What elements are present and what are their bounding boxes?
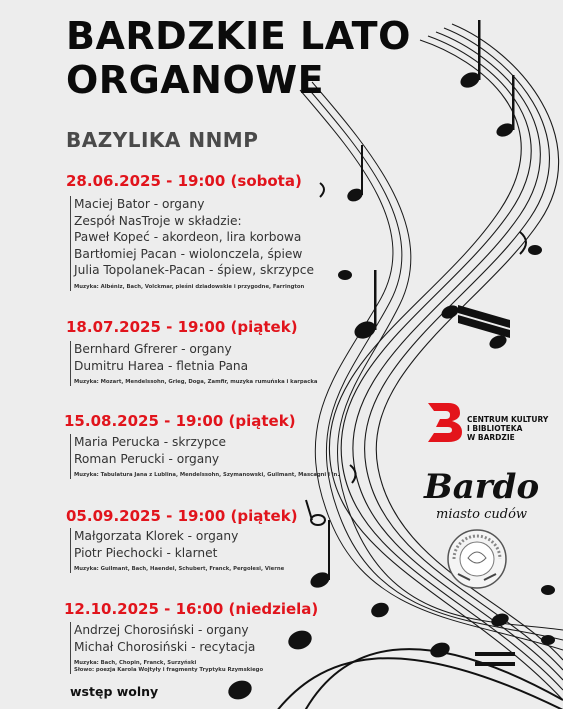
music-program-words: Słowo: poezja Karola Wojtyły i fragmenty Tryptyku Rzymskiego [74,667,264,673]
performer-line: Bartłomiej Pacan - wiolonczela, śpiew [74,246,303,261]
concert-date: 05.09.2025 - 19:00 (piątek) [66,507,298,525]
title-line-2: ORGANOWE [66,58,325,102]
bardo-miasto-cudow-logo [420,462,545,522]
performer-line: Andrzej Chorosiński - organy [74,623,249,637]
performer-line: Małgorzata Klorek - organy [74,529,239,543]
concert-details [70,622,263,674]
concert-date: 12.10.2025 - 16:00 (niedziela) [64,600,319,618]
performer-line: Julia Topolanek-Pacan - śpiew, skrzypce [74,263,314,277]
performer-line: Piotr Piechocki - klarnet [74,545,218,560]
performer-line: Bernhard Gfrerer - organy [74,342,232,356]
concert-date: 28.06.2025 - 19:00 (sobota) [66,172,302,190]
centrum-line-3: W BARDZIE [467,433,515,442]
performer-line: Roman Perucki - organy [74,451,220,466]
title-line-1: BARDZKIE LATO [66,14,411,58]
concert-details [70,434,339,479]
concert-date: 18.07.2025 - 19:00 (piątek) [66,318,298,336]
performer-line: Maria Perucka - skrzypce [74,435,226,449]
free-entry-note: wstęp wolny [70,684,159,699]
concert-details [70,341,317,386]
bractwo-seal-logo [446,528,508,590]
performer-line: Maciej Bator - organy [74,197,205,211]
concert-details [70,196,314,291]
svg-text:Bardo: Bardo [424,467,540,507]
music-program: Muzyka: Guilmant, Bach, Haendel, Schubert, Franck, Pergolesi, Vierne [74,566,285,572]
centrum-kultury-logo-icon [424,399,464,445]
performer-line: Zespół NasTroje w składzie: [74,213,242,228]
performer-line: Dumitru Harea - fletnia Pana [74,358,249,373]
music-program: Muzyka: Mozart, Mendelssohn, Grieg, Doga, Zamfir, muzyka rumuńska i karpacka [74,379,318,385]
centrum-kultury-name [467,415,548,442]
performer-line: Paweł Kopeć - akordeon, lira korbowa [74,230,302,244]
performer-line: Michał Chorosiński - recytacja [74,639,256,654]
svg-text:miasto cudów: miasto cudów [436,507,528,522]
concert-date: 15.08.2025 - 19:00 (piątek) [64,412,296,430]
venue-heading: BAZYLIKA NNMP [66,128,259,152]
poster-title [66,14,411,102]
concert-details [70,528,284,573]
centrum-line-1: CENTRUM KULTURY [467,415,549,424]
centrum-line-2: I BIBLIOTEKA [467,424,523,433]
music-program: Muzyka: Tabulatura Jana z Lublina, Mendelssohn, Szymanowski, Guilmant, Mascagni i in. [74,472,340,478]
music-program: Muzyka: Albéniz, Bach, Volckmar, pieśni dziadowskie i przygodne, Farrington [74,283,305,290]
music-program: Muzyka: Bach, Chopin, Franck, Surzyński [74,660,197,666]
